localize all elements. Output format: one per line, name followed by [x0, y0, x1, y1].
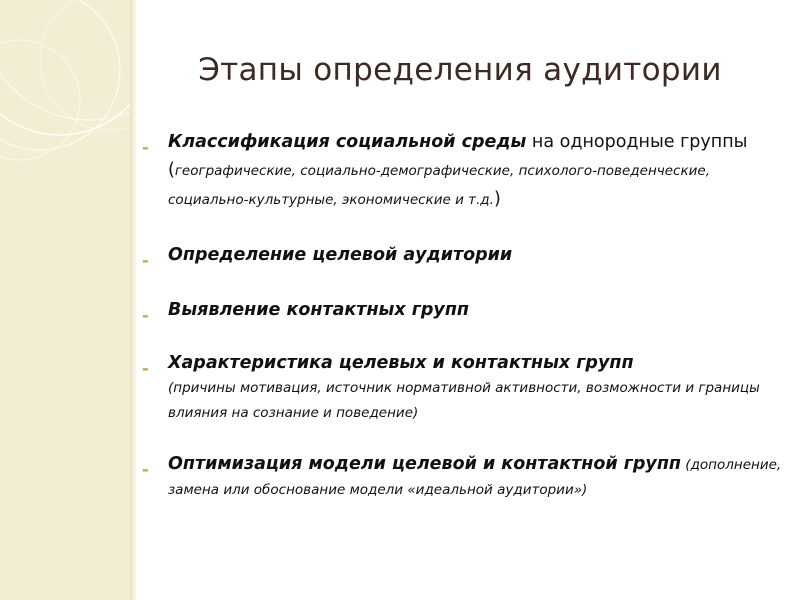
- list-item-optimization: [142, 452, 782, 502]
- list-item-characteristics: [142, 351, 782, 425]
- item-close: ): [493, 189, 501, 209]
- bullet-marker: -: [142, 460, 149, 479]
- list-item-contact-groups: [142, 296, 782, 324]
- item-lead: Классификация социальной среды: [168, 132, 527, 152]
- item-tail: на однородные группы (: [168, 132, 748, 180]
- bullet-marker: -: [142, 251, 149, 270]
- bullet-marker: -: [142, 359, 149, 378]
- bullet-marker: -: [142, 138, 149, 157]
- item-detail: (причины мотивация, источник нормативной активности, возможности и границы влияния на сознание и поведение): [168, 380, 760, 421]
- item-lead: Определение целевой аудитории: [168, 245, 513, 265]
- item-lead: Характеристика целевых и контактных групп: [168, 353, 634, 373]
- item-lead: Выявление контактных групп: [168, 300, 469, 320]
- item-lead: Оптимизация модели целевой и контактной групп: [168, 454, 682, 474]
- decorative-side-panel: [0, 0, 130, 600]
- decorative-curves: [0, 0, 130, 600]
- item-detail: географические, социально-демографические, психолого-поведенческие, социально-культурные, экономические и т.д.: [168, 163, 710, 208]
- slide-content: [142, 128, 782, 502]
- item-detail: (дополнение, замена или обоснование модели «идеальной аудитории»): [168, 457, 782, 498]
- list-item-target-audience: [142, 241, 782, 269]
- side-panel-edge: [130, 0, 136, 600]
- bullet-marker: -: [142, 306, 149, 325]
- list-item-classification: [142, 128, 782, 214]
- slide-title: Этапы определения аудитории: [198, 52, 722, 88]
